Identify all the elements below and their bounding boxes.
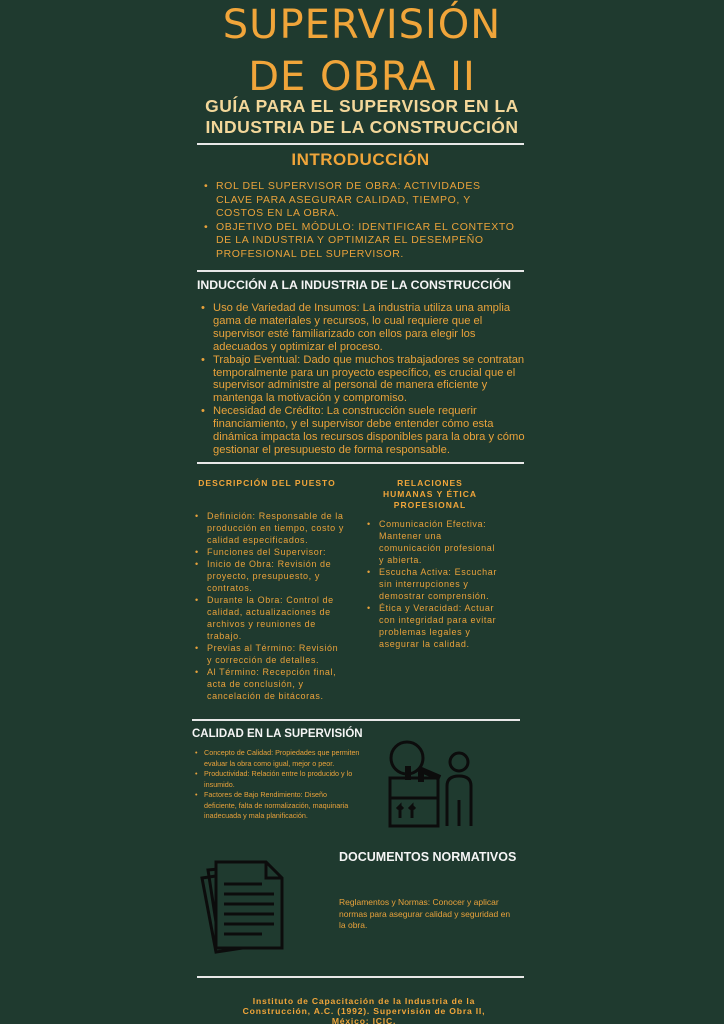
list-item: • Productividad: Relación entre lo producido y lo insumido. (195, 769, 360, 790)
descripcion-list (195, 510, 345, 702)
list-item: • Funciones del Supervisor: (195, 546, 345, 558)
calidad-heading: CALIDAD EN LA SUPERVISIÓN (192, 728, 363, 740)
relaciones-heading (370, 478, 490, 511)
list-item: • Al Término: Recepción final, acta de conclusión, y cancelación de bitácoras. (195, 666, 345, 702)
list-item: • Escucha Activa: Escuchar sin interrupciones y demostrar comprensión. (367, 566, 497, 602)
relaciones-heading-line-3: PROFESIONAL (393, 500, 467, 510)
list-item: • ROL DEL SUPERVISOR DE OBRA: ACTIVIDADES CLAVE PARA ASEGURAR CALIDAD, TIEMPO, Y COSTOS EN LA OBRA. (204, 180, 520, 221)
divider (197, 462, 524, 464)
subtitle-line-1: GUÍA PARA EL SUPERVISOR EN LA (205, 96, 519, 116)
title-line-1: SUPERVISIÓN (222, 2, 502, 48)
documents-icon (196, 856, 296, 956)
list-item: • Inicio de Obra: Revisión de proyecto, presupuesto, y contratos. (195, 558, 345, 594)
list-item: • Uso de Variedad de Insumos: La industria utiliza una amplia gama de materiales y recursos, lo cual requiere que el supervisor esté familiarizado con ellos para elegir los adecuados y optimizar el proceso. (201, 302, 525, 354)
page-title (0, 0, 724, 102)
list-item: • Necesidad de Crédito: La construcción suele requerir financiamiento, y el supervisor debe entender cómo esta dinámica impacta los recursos disponibles para la obra y cómo gestionar el presupuesto de forma responsable. (201, 405, 525, 457)
subtitle-line-2: INDUSTRIA DE LA CONSTRUCCIÓN (205, 117, 519, 137)
inspector-icon (385, 738, 480, 830)
introduccion-heading: INTRODUCCIÓN (291, 150, 430, 169)
divider (197, 270, 524, 272)
divider (197, 143, 524, 145)
induccion-list (201, 302, 525, 457)
footer-line-1: Instituto de Capacitación de la Industria de la (252, 996, 476, 1006)
footer-citation (230, 996, 498, 1024)
documentos-text: Reglamentos y Normas: Conocer y aplicar normas para asegurar calidad y seguridad en la obra. (339, 897, 511, 930)
list-item: • Comunicación Efectiva: Mantener una comunicación profesional y abierta. (367, 518, 497, 566)
footer-line-2: Construcción, A.C. (1992). Supervisión de Obra II, (242, 1006, 486, 1016)
title-line-2: DE OBRA II (248, 54, 476, 100)
list-item: • Concepto de Calidad: Propiedades que permiten evaluar la obra como igual, mejor o peor. (195, 748, 360, 769)
list-item: • Durante la Obra: Control de calidad, actualizaciones de archivos y reuniones de trabajo. (195, 594, 345, 642)
introduccion-list (204, 180, 520, 261)
list-item: • Ética y Veracidad: Actuar con integridad para evitar problemas legales y asegurar la calidad. (367, 602, 497, 650)
list-item: • Definición: Responsable de la producción en tiempo, costo y calidad especificados. (195, 510, 345, 546)
documentos-heading: DOCUMENTOS NORMATIVOS (339, 850, 517, 864)
relaciones-list (367, 518, 497, 650)
list-item: • OBJETIVO DEL MÓDULO: IDENTIFICAR EL CONTEXTO DE LA INDUSTRIA Y OPTIMIZAR EL DESEMPEÑO PROFESIONAL DEL SUPERVISOR. (204, 221, 520, 262)
relaciones-heading-line-1: RELACIONES (397, 478, 463, 488)
list-item: • Previas al Término: Revisión y corrección de detalles. (195, 642, 345, 666)
list-item: • Factores de Bajo Rendimiento: Diseño deficiente, falta de normalización, maquinaria inadecuada y mala planificación. (195, 790, 360, 822)
induccion-heading: INDUCCIÓN A LA INDUSTRIA DE LA CONSTRUCCIÓN (197, 278, 512, 292)
calidad-list (195, 748, 360, 822)
list-item: • Trabajo Eventual: Dado que muchos trabajadores se contratan temporalmente para un proyecto específico, es crucial que el supervisor administre al personal de manera eficiente y mantenga la motivación y compromiso. (201, 354, 525, 406)
footer-line-3: México: ICIC. (331, 1016, 397, 1024)
page-subtitle (0, 96, 724, 138)
descripcion-heading: DESCRIPCIÓN DEL PUESTO (198, 478, 336, 488)
divider (197, 976, 524, 978)
relaciones-heading-line-2: HUMANAS Y ÉTICA (382, 489, 478, 499)
divider (192, 719, 520, 721)
